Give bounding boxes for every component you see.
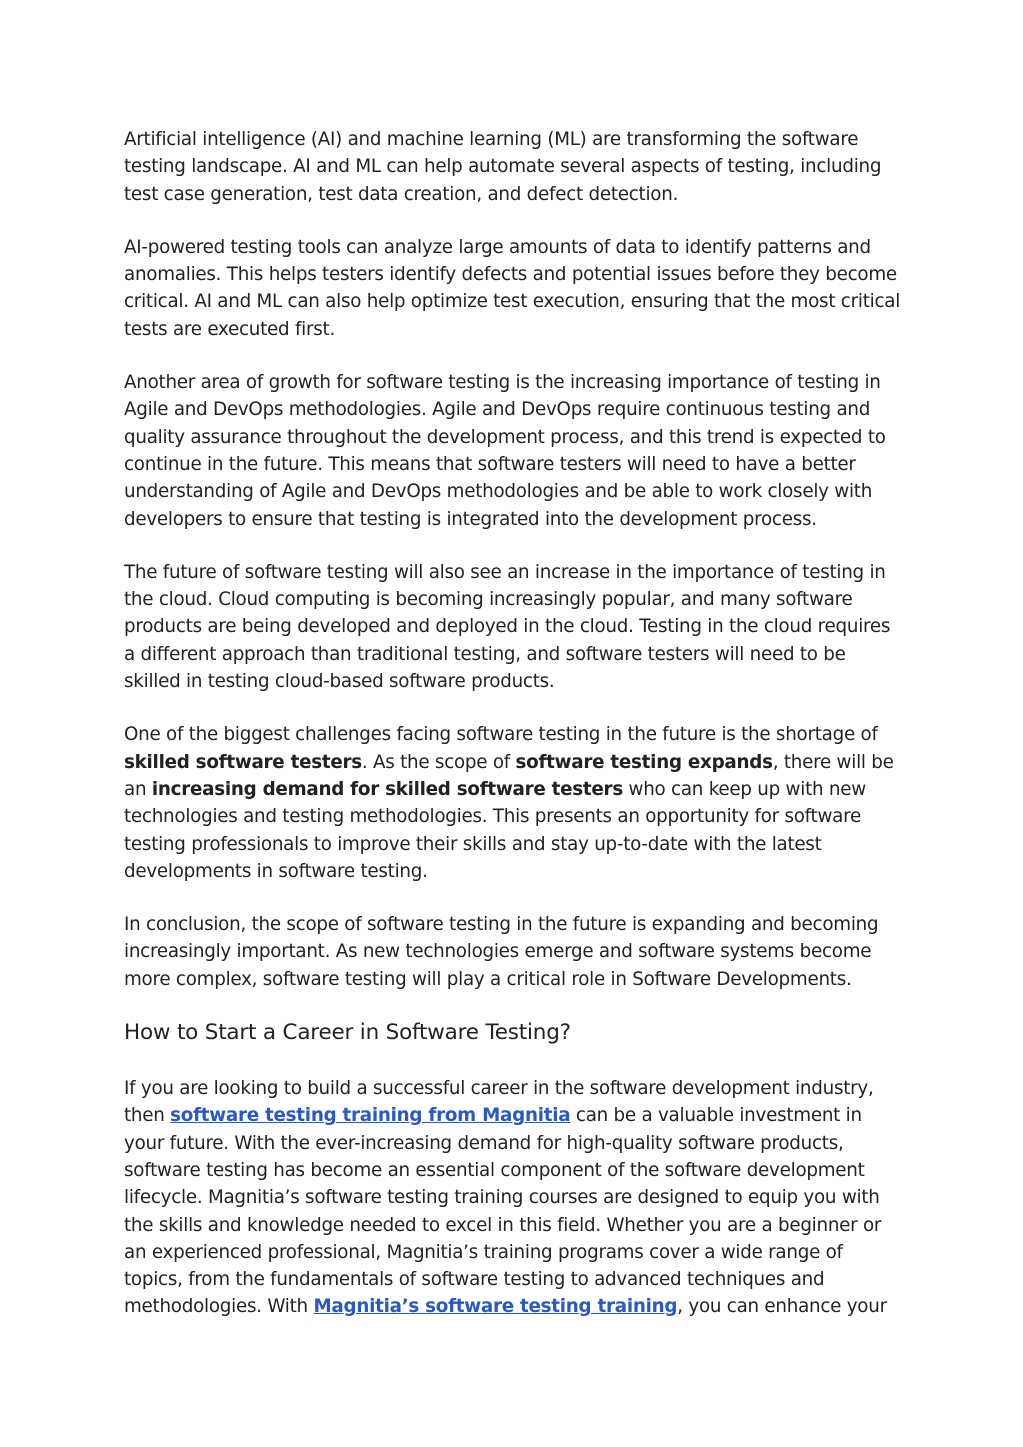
- bold-testing-expands: software testing expands: [515, 751, 773, 773]
- paragraph-cloud-testing: The future of software testing will also see an increase in the importance of testing in the cloud. Cloud computing is becoming increasingly popular, and many software products are being developed and deployed in the cloud. Testing in the cloud requires a different approach than traditional testing, and software testers will need to be skilled in testing cloud-based software products.: [124, 561, 891, 693]
- section-heading-career: How to Start a Career in Software Testing?: [124, 1020, 571, 1046]
- paragraph-career: [124, 1075, 904, 1321]
- paragraph-agile-devops: Another area of growth for software testing is the increasing importance of testing in Agile and DevOps methodologies. Agile and DevOps require continuous testing and quality assurance throughout the development process, and this trend is expected to continue in the future. This means that software testers will need to have a better understanding of Agile and DevOps methodologies and be able to work closely with developers to ensure that testing is integrated into the development process.: [124, 372, 886, 530]
- career-text-2: can be a valuable investment in your future. With the ever-increasing demand for high-quality software products, software testing has become an essential component of the software development lifecycle. Magnitia’s software testing training courses are designed to equip you with the skills and knowledge needed to excel in this field. Whether you are a beginner or an experienced professional, Magnitia’s training programs cover a wide range of topics, from the fundamentals of software testing to advanced techniques and methodologies. With: [124, 1105, 882, 1318]
- link-magnitia-training[interactable]: Magnitia’s software testing training: [313, 1296, 678, 1318]
- link-training-from-magnitia[interactable]: software testing training from Magnitia: [170, 1105, 571, 1127]
- paragraph-challenges: [124, 721, 904, 885]
- challenges-text-1: One of the biggest challenges facing software testing in the future is the shortage of: [124, 724, 878, 746]
- document-page: [124, 126, 904, 1347]
- challenges-text-4: who can keep up with new technologies and testing methodologies. This presents an opportunity for software testing professionals to improve their skills and stay up-to-date with the latest developments in software testing.: [124, 778, 866, 882]
- challenges-text-3: , there will be an: [124, 751, 894, 800]
- bold-increasing-demand: increasing demand for skilled software testers: [151, 778, 623, 800]
- career-text-3: , you can enhance your: [677, 1296, 887, 1318]
- paragraph-conclusion: In conclusion, the scope of software testing in the future is expanding and becoming increasingly important. As new technologies emerge and software systems become more complex, software testing will play a critical role in Software Developments.: [124, 914, 879, 990]
- paragraph-ai-ml: Artificial intelligence (AI) and machine learning (ML) are transforming the software testing landscape. AI and ML can help automate several aspects of testing, including test case generation, test data creation, and defect detection.: [124, 129, 882, 205]
- career-text-1: If you are looking to build a successful career in the software development industry, then: [124, 1078, 874, 1127]
- challenges-text-2: . As the scope of: [361, 751, 516, 773]
- bold-skilled-testers: skilled software testers: [124, 751, 362, 773]
- paragraph-ai-tools: AI-powered testing tools can analyze large amounts of data to identify patterns and anomalies. This helps testers identify defects and potential issues before they become critical. AI and ML can also help optimize test execution, ensuring that the most critical tests are executed first.: [124, 236, 901, 340]
